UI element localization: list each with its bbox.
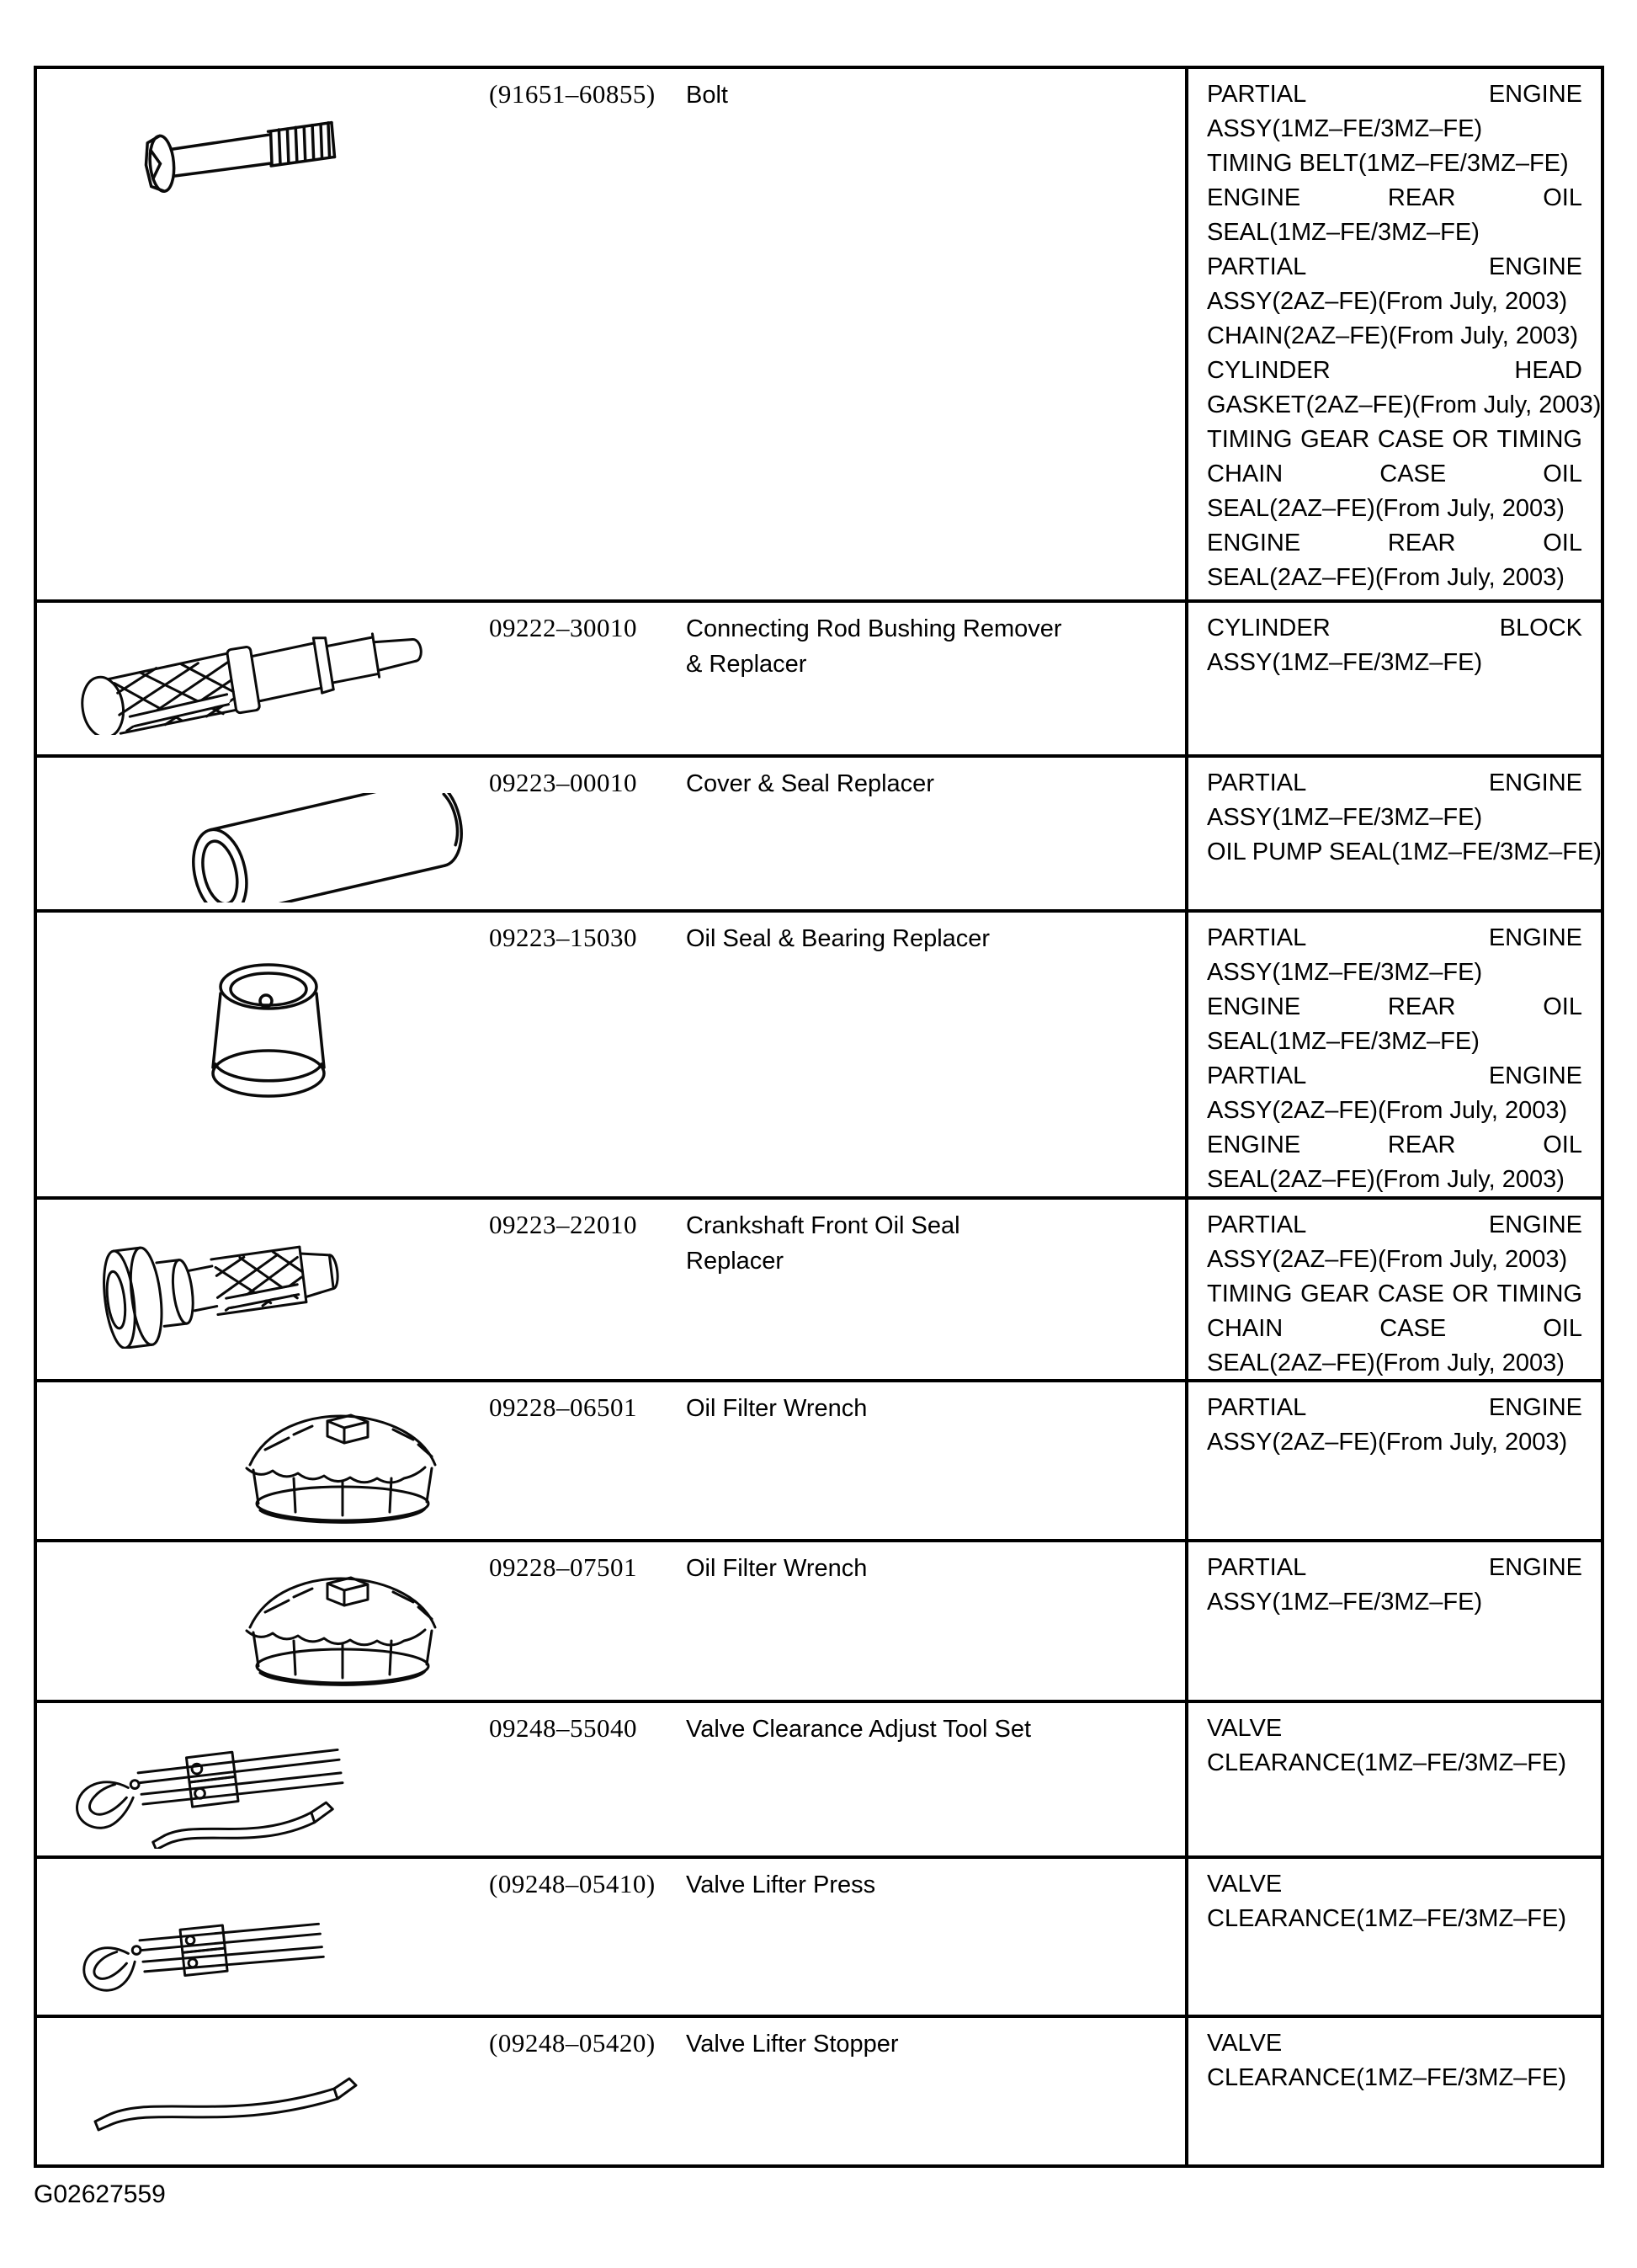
illustration-cell [37, 69, 483, 599]
application-line: ASSY(1MZ–FE/3MZ–FE) [1207, 959, 1483, 986]
application-word: ENGINE [1488, 253, 1582, 280]
tool-name [686, 766, 1157, 801]
application-line: SEAL(2AZ–FE)(From July, 2003) [1207, 1350, 1565, 1376]
tool-name-line: Valve Clearance Adjust Tool Set [686, 1716, 1032, 1743]
application-word: PARTIAL [1207, 1554, 1307, 1581]
application-cell [1185, 1200, 1601, 1379]
illustration-cell [37, 1542, 483, 1700]
tool-name [686, 1391, 1157, 1426]
valve-lifter-press-icon [71, 1903, 340, 1999]
table-row [37, 1542, 1601, 1703]
application-word: ENGINE [1207, 1131, 1301, 1158]
table-row [37, 758, 1601, 913]
table-row [37, 1859, 1601, 2018]
application-cell [1185, 2018, 1601, 2164]
tool-name-line: Connecting Rod Bushing Remover [686, 615, 1062, 642]
application-word: BLOCK [1499, 615, 1582, 642]
table-row [37, 1382, 1601, 1542]
application-word: ENGINE [1488, 1394, 1582, 1421]
application-word: PARTIAL [1207, 924, 1307, 951]
tool-name [686, 1712, 1157, 1747]
crank-front-seal-replacer-icon [75, 1227, 365, 1349]
application-line: TIMING BELT(1MZ–FE/3MZ–FE) [1207, 150, 1569, 177]
table-row [37, 1200, 1601, 1382]
application-word: PARTIAL [1207, 1062, 1307, 1089]
tool-name [686, 611, 1157, 682]
table-row [37, 1703, 1601, 1859]
application-word: ENGINE [1488, 769, 1582, 796]
table-row [37, 913, 1601, 1200]
part-number: 09223–15030 [489, 923, 637, 952]
application-line: SEAL(2AZ–FE)(From July, 2003) [1207, 495, 1565, 522]
tool-name-line: Bolt [686, 82, 728, 109]
tool-name-line: Crankshaft Front Oil Seal [686, 1212, 960, 1239]
application-line [1207, 354, 1582, 388]
application-word: CYLINDER [1207, 615, 1331, 642]
application-word: PARTIAL [1207, 1394, 1307, 1421]
application-cell [1185, 1542, 1601, 1700]
application-line [1207, 457, 1582, 492]
application-cell [1185, 758, 1601, 909]
application-word: REAR [1387, 530, 1456, 556]
application-word: OIL [1543, 530, 1582, 556]
application-line: SEAL(1MZ–FE/3MZ–FE) [1207, 1028, 1480, 1055]
application-word: PARTIAL [1207, 81, 1307, 108]
application-line: ASSY(1MZ–FE/3MZ–FE) [1207, 804, 1483, 831]
application-word: PARTIAL [1207, 1211, 1307, 1238]
application-line [1207, 766, 1582, 801]
oil-seal-bearing-replacer-icon [205, 955, 332, 1106]
application-cell [1185, 1703, 1601, 1855]
application-word: REAR [1387, 1131, 1456, 1158]
application-word: GEAR [1300, 426, 1370, 453]
application-line: CLEARANCE(1MZ–FE/3MZ–FE) [1207, 1749, 1567, 1776]
valve-clearance-toolset-icon [62, 1727, 382, 1849]
tool-name-line: Replacer [686, 1248, 784, 1275]
application-line: CHAIN(2AZ–FE)(From July, 2003) [1207, 322, 1578, 349]
application-line: OIL PUMP SEAL(1MZ–FE/3MZ–FE) [1207, 839, 1602, 865]
application-word: ENGINE [1488, 81, 1582, 108]
figure-code: G02627559 [34, 2180, 166, 2208]
illustration-cell [37, 1382, 483, 1539]
application-line [1207, 1391, 1582, 1425]
application-line: VALVE [1207, 1871, 1283, 1898]
bushing-remover-icon [66, 621, 437, 735]
application-line: VALVE [1207, 1715, 1283, 1742]
tool-name-line: Cover & Seal Replacer [686, 770, 934, 797]
tool-name [686, 1867, 1157, 1903]
part-number: 09228–07501 [489, 1552, 637, 1582]
application-word: OIL [1543, 1315, 1582, 1342]
application-line: ASSY(2AZ–FE)(From July, 2003) [1207, 288, 1568, 315]
application-line [1207, 1277, 1582, 1312]
application-word: CASE [1379, 461, 1447, 487]
application-word: CASE [1377, 1280, 1444, 1307]
oil-filter-wrench-icon [235, 1401, 449, 1525]
application-line [1207, 921, 1582, 956]
application-word: OIL [1543, 993, 1582, 1020]
application-line: ASSY(2AZ–FE)(From July, 2003) [1207, 1246, 1568, 1273]
tool-name-line: Oil Seal & Bearing Replacer [686, 925, 991, 952]
application-word: HEAD [1514, 357, 1582, 384]
illustration-cell [37, 758, 483, 909]
table-row [37, 69, 1601, 603]
application-cell [1185, 1859, 1601, 2015]
tool-name [686, 1551, 1157, 1586]
table-row [37, 2018, 1601, 2164]
application-word: TIMING [1496, 1280, 1582, 1307]
application-word: CASE [1379, 1315, 1447, 1342]
application-line [1207, 1551, 1582, 1585]
illustration-cell [37, 1200, 483, 1379]
application-word: PARTIAL [1207, 769, 1307, 796]
application-line: ASSY(1MZ–FE/3MZ–FE) [1207, 115, 1483, 142]
application-line: SEAL(2AZ–FE)(From July, 2003) [1207, 1166, 1565, 1193]
application-word: TIMING [1496, 426, 1582, 453]
application-word: ENGINE [1488, 1062, 1582, 1089]
application-line [1207, 990, 1582, 1025]
application-word: CHAIN [1207, 1315, 1284, 1342]
tool-name-line: Valve Lifter Stopper [686, 2031, 899, 2058]
tool-name [686, 2026, 1157, 2062]
application-line [1207, 250, 1582, 285]
application-word: TIMING [1207, 1280, 1293, 1307]
application-word: REAR [1387, 993, 1456, 1020]
application-word: GEAR [1300, 1280, 1370, 1307]
part-number: 09223–22010 [489, 1210, 637, 1239]
application-word: OIL [1543, 1131, 1582, 1158]
application-word: OR [1452, 426, 1489, 453]
tool-name-line: Oil Filter Wrench [686, 1555, 868, 1582]
application-cell [1185, 69, 1601, 599]
application-word: CASE [1377, 426, 1444, 453]
application-word: ENGINE [1488, 1211, 1582, 1238]
tool-name-line: Oil Filter Wrench [686, 1395, 868, 1422]
valve-lifter-stopper-icon [83, 2070, 361, 2133]
bolt-icon [138, 115, 365, 195]
tool-name [686, 77, 1157, 113]
tool-name-line: & Replacer [686, 651, 807, 678]
application-word: OIL [1543, 461, 1582, 487]
illustration-cell [37, 603, 483, 754]
application-line: ASSY(2AZ–FE)(From July, 2003) [1207, 1429, 1568, 1456]
application-cell [1185, 1382, 1601, 1539]
application-line [1207, 77, 1582, 112]
application-word: ENGINE [1488, 924, 1582, 951]
tool-name-line: Valve Lifter Press [686, 1871, 876, 1898]
application-line [1207, 1128, 1582, 1163]
application-line: ASSY(1MZ–FE/3MZ–FE) [1207, 649, 1483, 676]
table-row [37, 603, 1601, 758]
application-word: ENGINE [1207, 184, 1301, 211]
application-line: ASSY(1MZ–FE/3MZ–FE) [1207, 1589, 1483, 1616]
application-line: CLEARANCE(1MZ–FE/3MZ–FE) [1207, 1905, 1567, 1932]
part-number: (09248–05410) [489, 1869, 656, 1898]
part-number: 09222–30010 [489, 613, 637, 642]
application-line: CLEARANCE(1MZ–FE/3MZ–FE) [1207, 2064, 1567, 2091]
part-number: 09228–06501 [489, 1392, 637, 1422]
application-line [1207, 1059, 1582, 1094]
tool-name [686, 921, 1157, 956]
illustration-cell [37, 1859, 483, 2015]
application-line [1207, 611, 1582, 646]
illustration-cell [37, 1703, 483, 1855]
application-line [1207, 1208, 1582, 1243]
application-word: ENGINE [1207, 530, 1301, 556]
application-line: ASSY(2AZ–FE)(From July, 2003) [1207, 1097, 1568, 1124]
application-word: OIL [1543, 184, 1582, 211]
application-word: OR [1452, 1280, 1489, 1307]
application-line [1207, 423, 1582, 457]
cover-seal-replacer-icon [163, 793, 492, 902]
application-line: VALVE [1207, 2030, 1283, 2057]
application-line: GASKET(2AZ–FE)(From July, 2003) [1207, 391, 1602, 418]
part-number: (91651–60855) [489, 79, 656, 109]
application-word: CHAIN [1207, 461, 1284, 487]
part-number: 09248–55040 [489, 1713, 637, 1743]
part-number: (09248–05420) [489, 2028, 656, 2058]
application-cell [1185, 603, 1601, 754]
sst-table [34, 66, 1604, 2168]
application-word: CYLINDER [1207, 357, 1331, 384]
application-word: ENGINE [1488, 1554, 1582, 1581]
application-line: SEAL(2AZ–FE)(From July, 2003) [1207, 564, 1565, 591]
part-number: 09223–00010 [489, 768, 637, 797]
application-cell [1185, 913, 1601, 1196]
tool-name [686, 1208, 1157, 1279]
application-word: TIMING [1207, 426, 1293, 453]
illustration-cell [37, 913, 483, 1196]
application-word: ENGINE [1207, 993, 1301, 1020]
application-line [1207, 181, 1582, 216]
application-line [1207, 526, 1582, 561]
application-word: PARTIAL [1207, 253, 1307, 280]
application-line: SEAL(1MZ–FE/3MZ–FE) [1207, 219, 1480, 246]
oil-filter-wrench-icon [235, 1563, 449, 1688]
application-word: REAR [1387, 184, 1456, 211]
illustration-cell [37, 2018, 483, 2164]
application-line [1207, 1312, 1582, 1346]
